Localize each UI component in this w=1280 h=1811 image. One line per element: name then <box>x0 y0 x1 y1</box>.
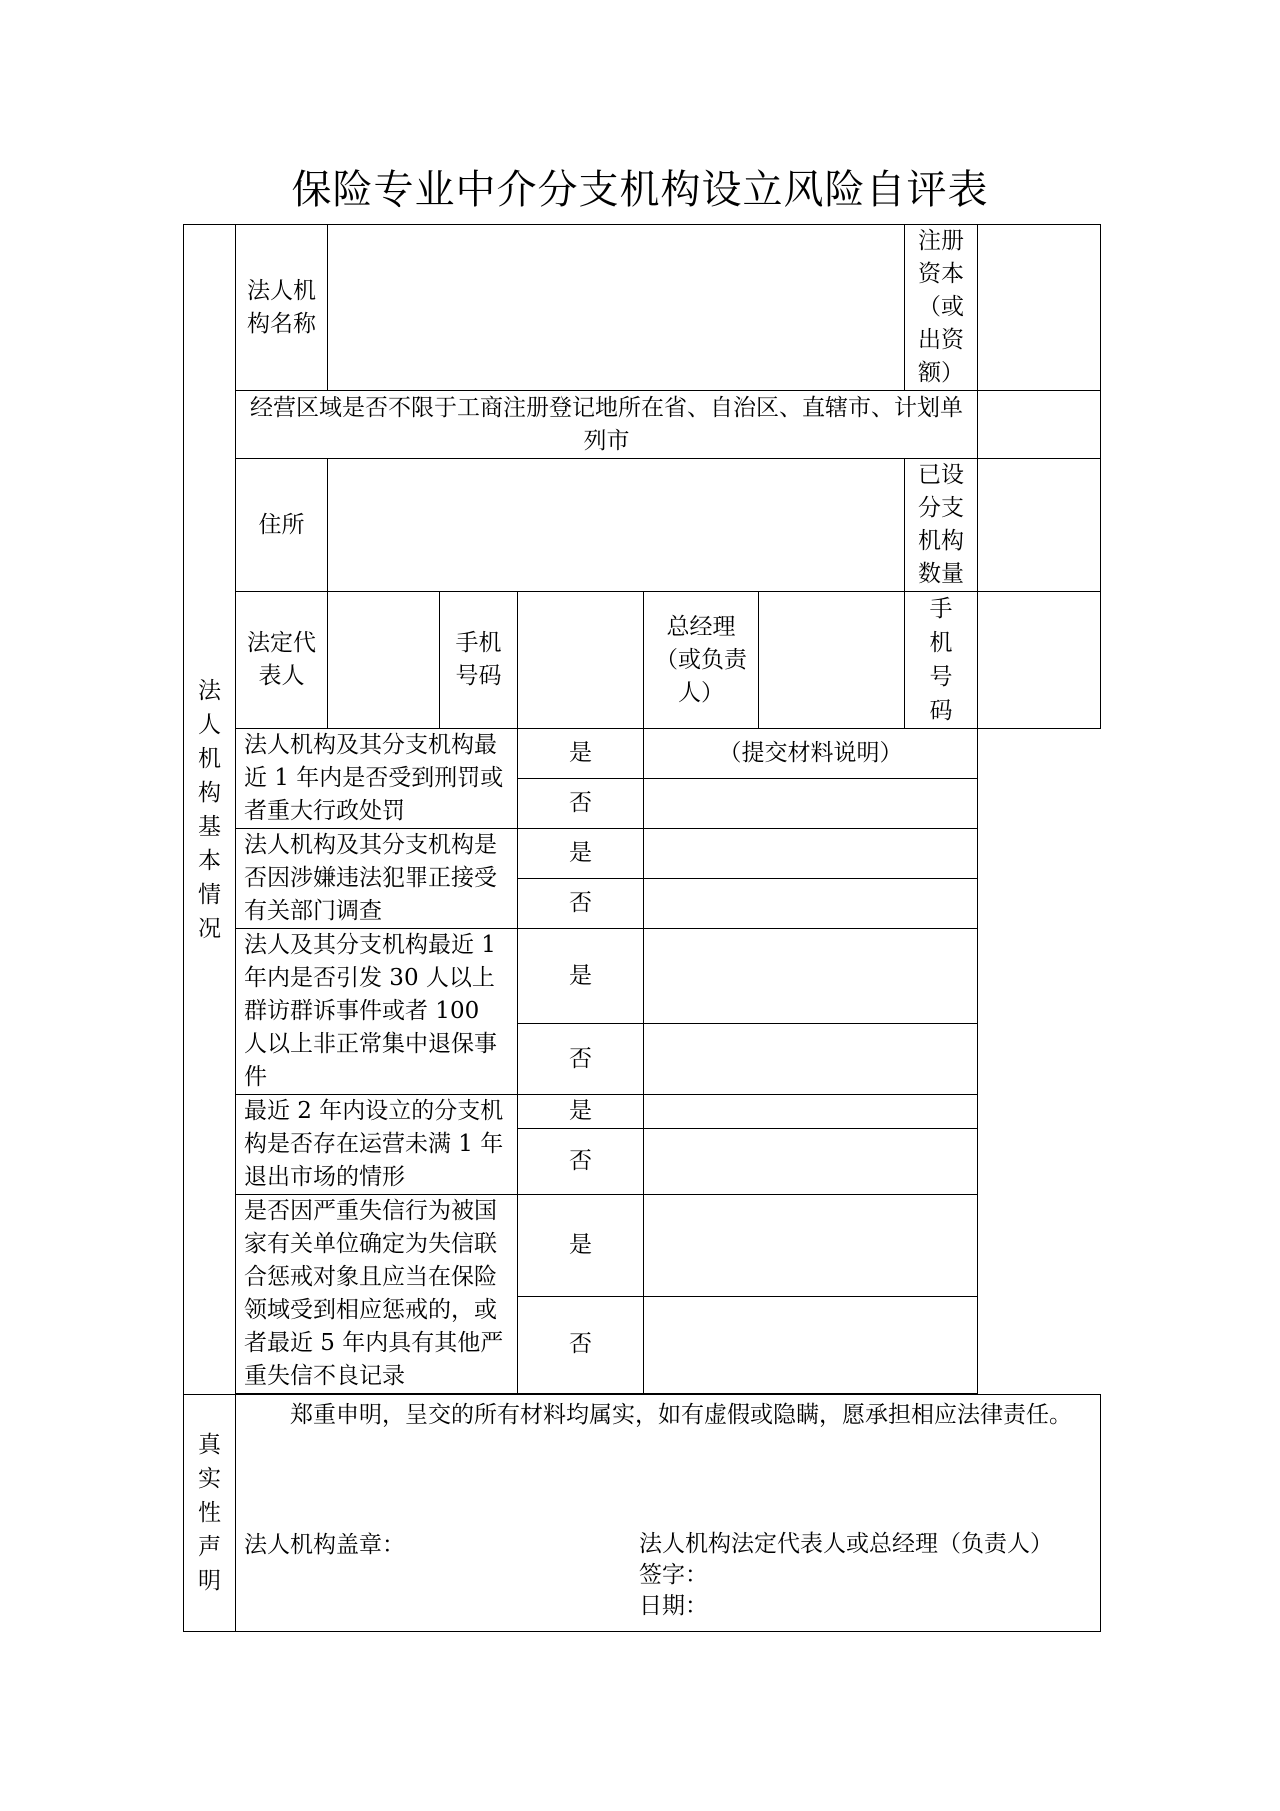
q2-yes-option[interactable]: 是 <box>518 829 644 879</box>
page-title: 保险专业中介分支机构设立风险自评表 <box>291 167 989 213</box>
signer-label: 法人机构法定代表人或总经理（负责人） <box>639 1531 1053 1557</box>
q2-yes-note-field[interactable] <box>644 829 978 879</box>
q5-no-option[interactable]: 否 <box>518 1296 644 1393</box>
question-5: 是否因严重失信行为被国家有关单位确定为失信联合惩戒对象且应当在保险领域受到相应惩戒的，或者最近 5 年内具有其他严重失信不良记录 <box>236 1195 518 1394</box>
declaration-cell <box>236 1395 1101 1632</box>
gm-label: 总经理（或负责人） <box>644 592 759 729</box>
business-area-question: 经营区域是否不限于工商注册登记地所在省、自治区、直辖市、计划单列市 <box>236 391 978 459</box>
q5-yes-option[interactable]: 是 <box>518 1195 644 1297</box>
question-1: 法人机构及其分支机构最近 1 年内是否受到刑罚或者重大行政处罚 <box>236 729 518 829</box>
q3-yes-note-field[interactable] <box>644 929 978 1024</box>
q4-yes-option[interactable]: 是 <box>518 1095 644 1129</box>
q4-no-note-field[interactable] <box>644 1129 978 1195</box>
q1-yes-option[interactable]: 是 <box>518 729 644 779</box>
phone-field-1[interactable] <box>518 592 644 729</box>
org-name-label: 法人机构名称 <box>236 225 328 391</box>
q5-no-note-field[interactable] <box>644 1296 978 1393</box>
branch-count-label: 已设分支机构数量 <box>905 459 978 592</box>
business-area-answer[interactable] <box>978 391 1101 459</box>
signature-block <box>639 1529 1079 1622</box>
q2-no-note-field[interactable] <box>644 879 978 929</box>
phone-field-2[interactable] <box>978 592 1101 729</box>
q4-no-option[interactable]: 否 <box>518 1129 644 1195</box>
risk-assessment-table <box>183 224 1101 1632</box>
q1-no-option[interactable]: 否 <box>518 779 644 829</box>
reg-capital-label: 注册资本（或出资额） <box>905 225 978 391</box>
address-field[interactable] <box>328 459 905 592</box>
sign-label[interactable]: 签字： <box>639 1562 708 1588</box>
q3-no-option[interactable]: 否 <box>518 1024 644 1095</box>
q3-no-note-field[interactable] <box>644 1024 978 1095</box>
phone-label-2: 手机号码 <box>905 592 978 729</box>
q3-yes-option[interactable]: 是 <box>518 929 644 1024</box>
legal-rep-field[interactable] <box>328 592 440 729</box>
org-name-field[interactable] <box>328 225 905 391</box>
q1-note-field[interactable] <box>644 779 978 829</box>
phone-label-1: 手机号码 <box>440 592 518 729</box>
section-declaration-label: 真实性声明 <box>184 1395 236 1632</box>
q4-yes-note-field[interactable] <box>644 1095 978 1129</box>
question-4: 最近 2 年内设立的分支机构是否存在运营未满 1 年退出市场的情形 <box>236 1095 518 1195</box>
legal-rep-label: 法定代表人 <box>236 592 328 729</box>
branch-count-field[interactable] <box>978 459 1101 592</box>
stamp-label: 法人机构盖章： <box>244 1532 405 1558</box>
reg-capital-field[interactable] <box>978 225 1101 391</box>
q2-no-option[interactable]: 否 <box>518 879 644 929</box>
section-basic-info-label: 法人机构基本情况 <box>184 225 236 1395</box>
material-note-header: （提交材料说明） <box>644 729 978 779</box>
gm-field[interactable] <box>759 592 905 729</box>
question-2: 法人机构及其分支机构是否因涉嫌违法犯罪正接受有关部门调查 <box>236 829 518 929</box>
question-3: 法人及其分支机构最近 1 年内是否引发 30 人以上群访群诉事件或者 100 人以上非正常集中退保事件 <box>236 929 518 1095</box>
date-label[interactable]: 日期： <box>639 1593 708 1619</box>
q5-yes-note-field[interactable] <box>644 1195 978 1297</box>
address-label: 住所 <box>236 459 328 592</box>
declaration-text: 郑重申明，呈交的所有材料均属实，如有虚假或隐瞒，愿承担相应法律责任。 <box>290 1402 1072 1428</box>
